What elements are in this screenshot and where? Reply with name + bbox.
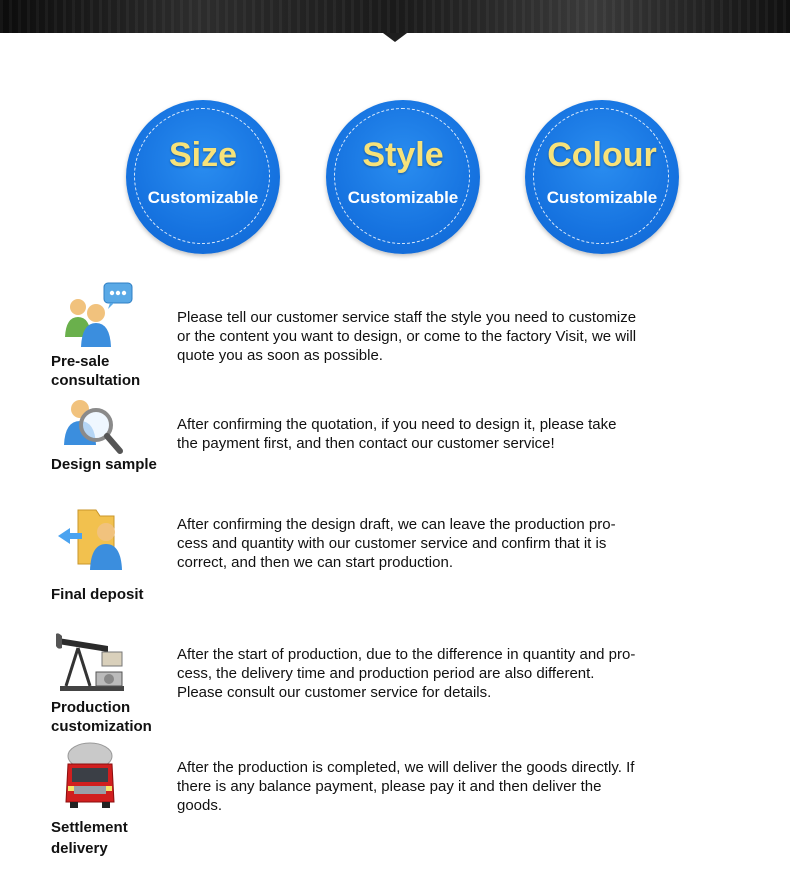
- oil-pump-icon: [56, 628, 128, 696]
- badge-subtitle: Customizable: [347, 188, 459, 207]
- folder-user-icon: [56, 506, 128, 574]
- badge-ring: [334, 108, 470, 244]
- badge-style: [326, 100, 480, 254]
- magnifier-user-icon: [60, 395, 132, 463]
- step-description: After confirming the quotation, if you need to design it, please take the payment first, and then contact our customer service!: [177, 416, 617, 452]
- badge-title: Colour: [547, 136, 657, 174]
- chat-users-icon: [62, 281, 134, 349]
- step-label: Production customization: [51, 699, 152, 735]
- step-description: Please tell our customer service staff the style you need to customize or the content you want to design, or come to the factory Visit, we will quote you as soon as possible.: [177, 309, 637, 364]
- truck-icon: [60, 742, 132, 810]
- step-description: After confirming the design draft, we can leave the production pro- cess and quantity with our customer service and confirm that it is correct, and then we can start production.: [177, 516, 616, 571]
- step-label: Design sample: [51, 456, 157, 473]
- badge-ring: [134, 108, 270, 244]
- banner-notch: [383, 33, 407, 42]
- step-label: Pre-sale consultation: [51, 353, 141, 389]
- badge-title: Style: [362, 136, 444, 174]
- step-description: After the start of production, due to the difference in quantity and pro- cess, the delivery time and production period are also different. Please consult our customer service for details.: [177, 646, 636, 701]
- badge-subtitle: Customizable: [147, 188, 259, 207]
- step-label: Settlement delivery: [51, 819, 128, 857]
- top-banner: [0, 0, 790, 33]
- badge-ring: [533, 108, 669, 244]
- step-label: Final deposit: [51, 586, 144, 603]
- step-description: After the production is completed, we will deliver the goods directly. If there is any balance payment, please pay it and then deliver the goods.: [177, 759, 635, 814]
- badge-subtitle: Customizable: [546, 188, 658, 207]
- badge-colour: [525, 100, 679, 254]
- badge-size: [126, 100, 280, 254]
- badge-title: Size: [168, 136, 238, 174]
